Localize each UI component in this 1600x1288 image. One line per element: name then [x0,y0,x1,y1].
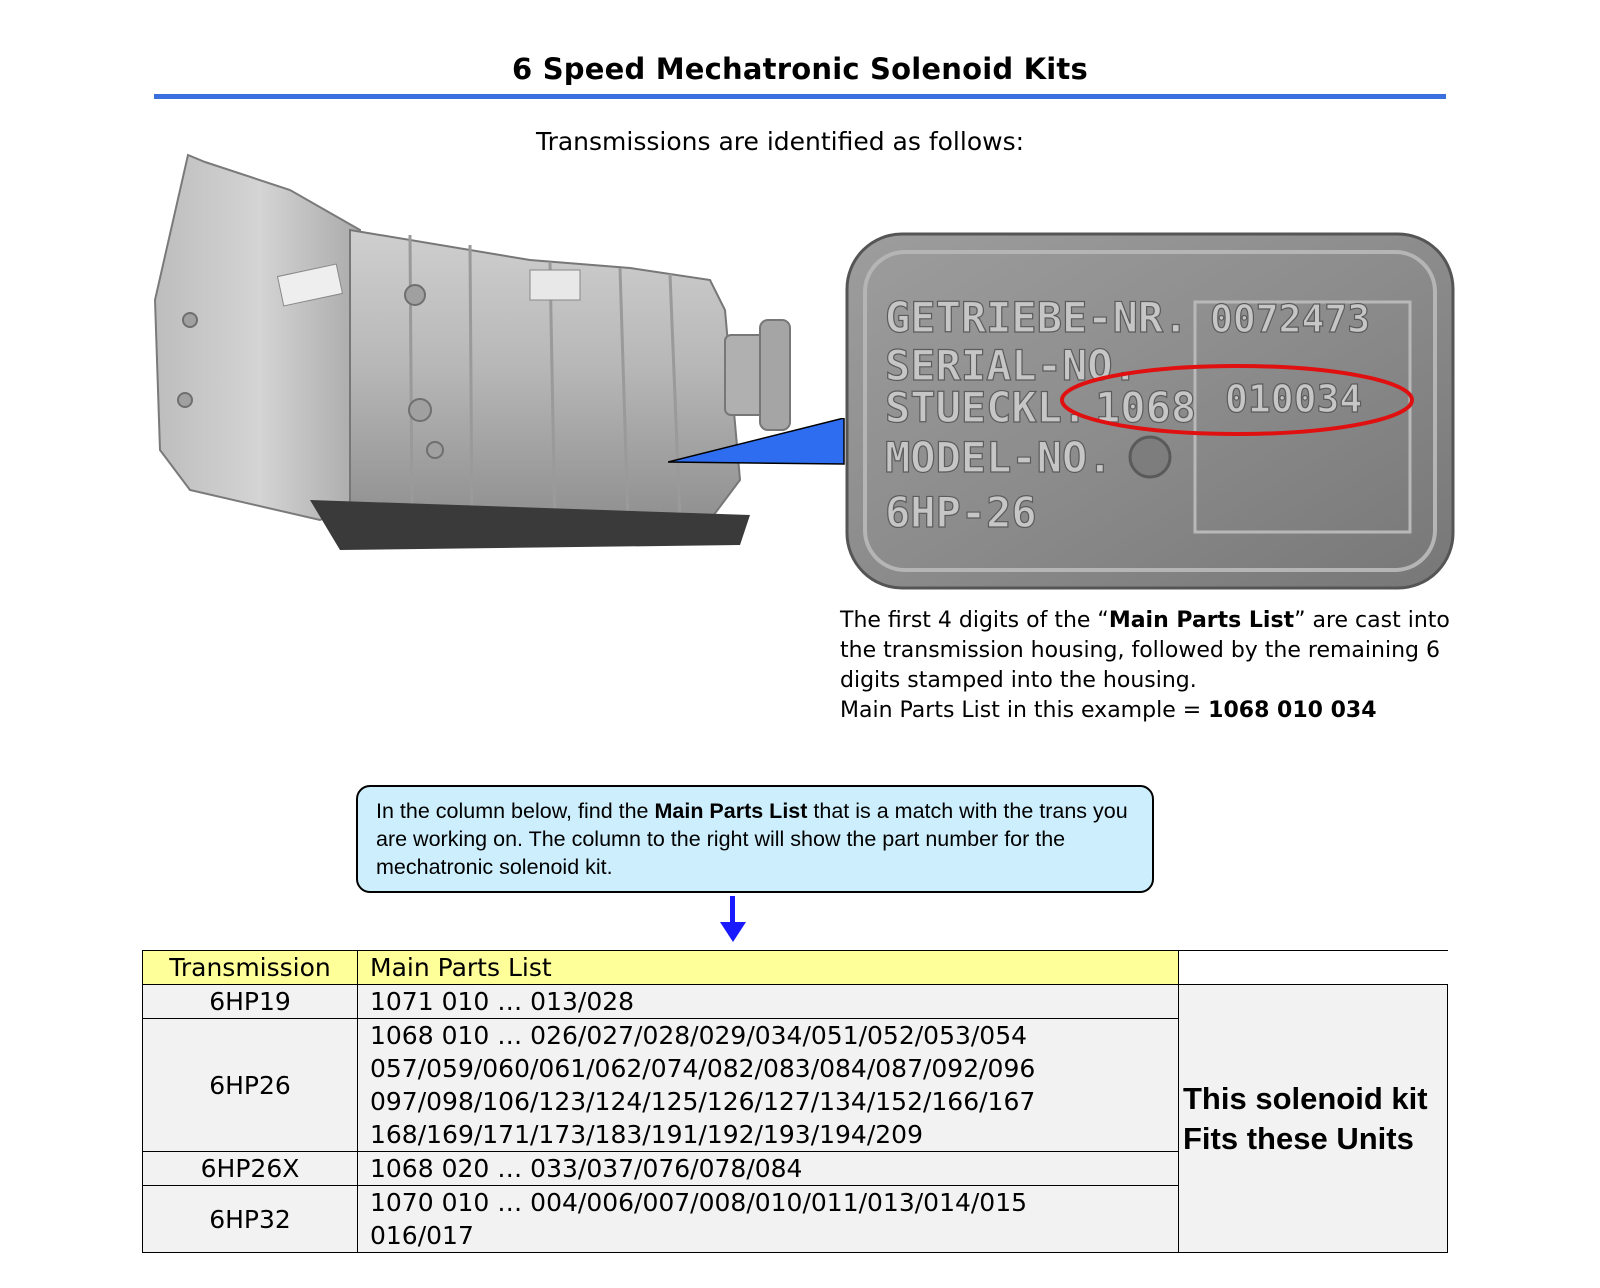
transmission-photo [150,150,850,570]
parts-list-cell: 1070 010 … 004/006/007/008/010/011/013/014/015 016/017 [358,1186,1179,1253]
plate-line1-value: 0072473 [1210,297,1371,341]
pointer-wedge [668,418,848,468]
parts-table [142,950,1448,1253]
page-title: 6 Speed Mechatronic Solenoid Kits [512,52,1088,86]
plate-line2-label: SERIAL-NO. [885,341,1138,390]
parts-list-cell: 1068 010 … 026/027/028/029/034/051/052/053/054 057/059/060/061/062/074/082/083/084/087/092/096 097/098/106/123/124/125/126/127/134/152/166/167 168/169/171/173/183/191/192/193/194/209 [358,1019,1179,1152]
plate-cast-digits: 1068 [1095,383,1197,432]
explanation-text: The first 4 digits of the “Main Parts List” are cast into the transmission housing, followed by the remaining 6 digits stamped into the housing. Main Parts List in this example = 1068 010 034 [840,608,1450,723]
plate-line5-label: 6HP-26 [885,488,1037,537]
page-subtitle: Transmissions are identified as follows: [535,127,1025,156]
down-arrow-icon [718,896,748,944]
header-kit-blank [1179,951,1448,985]
serial-plate-photo [845,232,1455,592]
transmission-cell: 6HP32 [143,1186,358,1253]
kit-fit-cell: This solenoid kit Fits these Units [1179,985,1448,1253]
table-row [143,985,1448,1019]
plate-line1-label: GETRIEBE-NR. [885,293,1189,342]
plate-stamped-digits: 010034 [1225,377,1363,421]
table-header-row [143,951,1448,985]
instruction-callout: In the column below, find the Main Parts List that is a match with the trans you are working on. The column to the right will show the part number for the mechatronic solenoid kit. [356,785,1154,893]
header-main-parts-list: Main Parts List [358,951,1179,985]
plate-line3-label: STUECKL. [885,383,1088,432]
transmission-cell: 6HP26 [143,1019,358,1152]
transmission-cell: 6HP26X [143,1152,358,1186]
parts-list-cell: 1068 020 … 033/037/076/078/084 [358,1152,1179,1186]
header-transmission: Transmission [143,951,358,985]
plate-line4-label: MODEL-NO. [885,433,1113,482]
transmission-cell: 6HP19 [143,985,358,1019]
title-underline [154,94,1446,99]
parts-list-cell: 1071 010 … 013/028 [358,985,1179,1019]
